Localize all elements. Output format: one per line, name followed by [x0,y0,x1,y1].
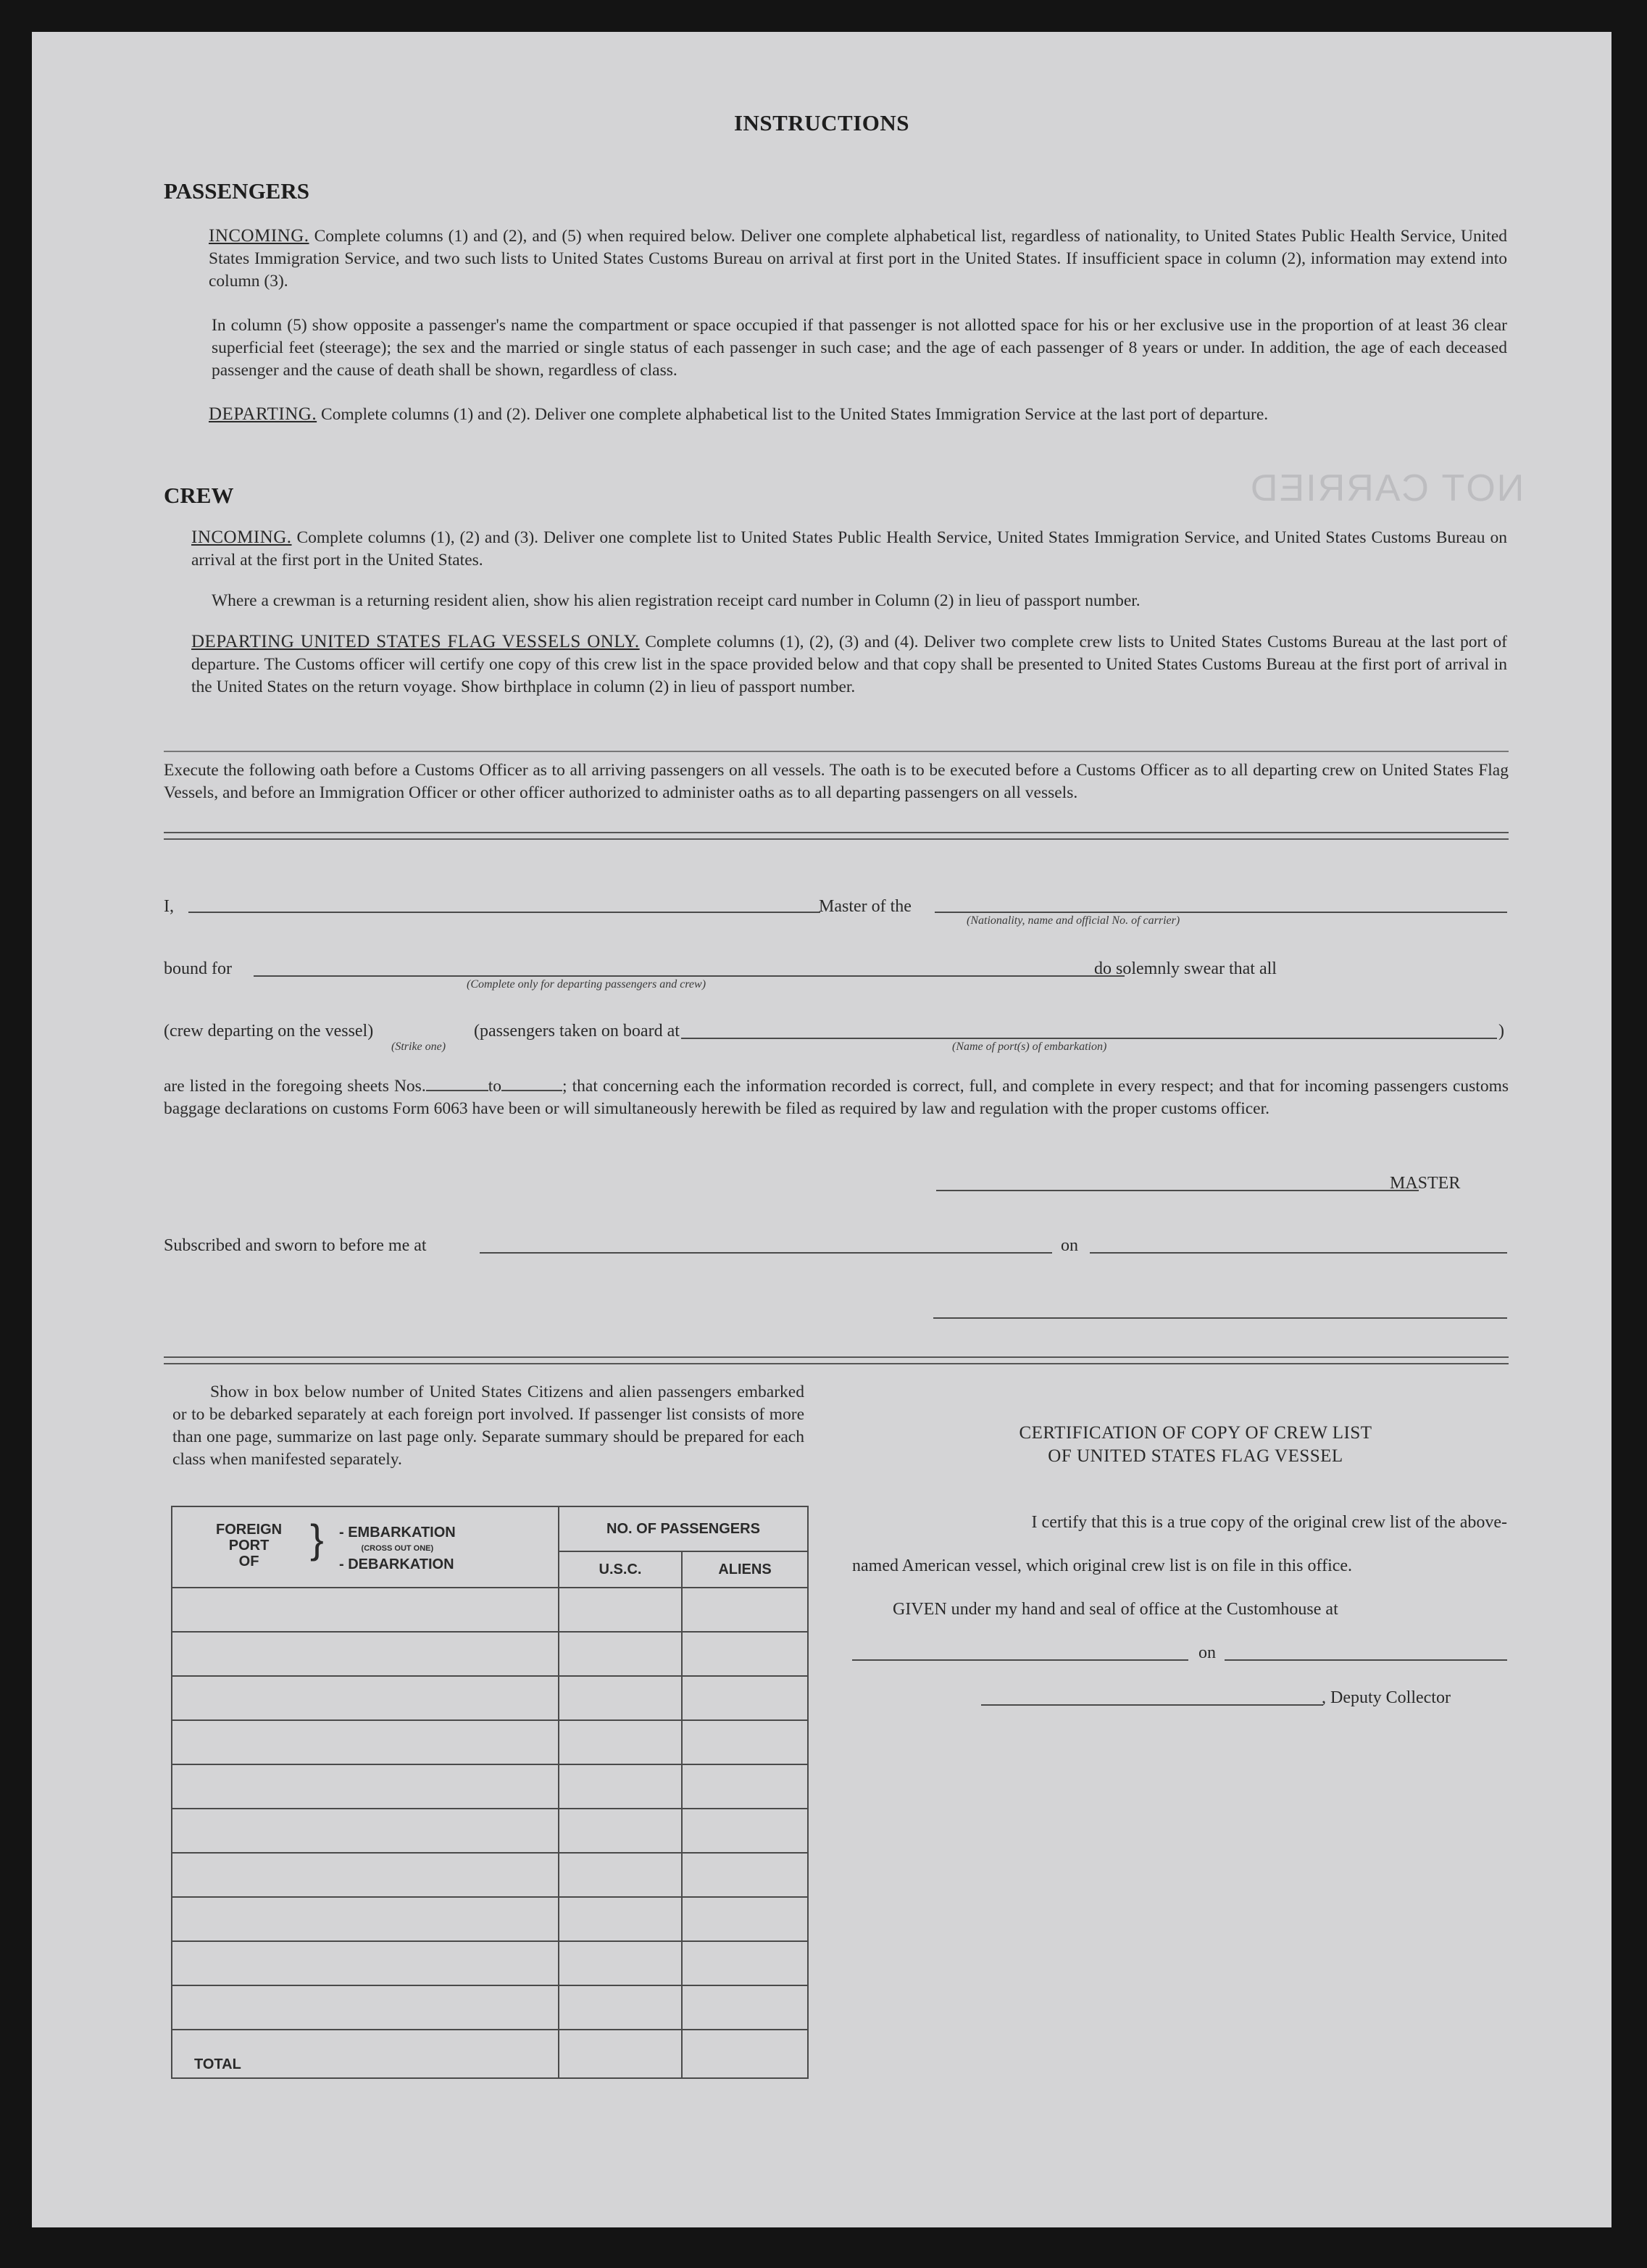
aliens-cell[interactable] [682,1764,808,1809]
table-row [172,1632,808,1676]
port-cell[interactable] [172,1985,559,2030]
master-of-the-label: Master of the [819,897,912,916]
crew-resident-paragraph: Where a crewman is a returning resident alien, show his alien registration receipt card number in Column (2) in lieu of passport number. [212,591,1141,610]
crew-incoming-paragraph [191,526,1507,572]
page-title: INSTRUCTIONS [733,110,909,136]
certification-heading-1: CERTIFICATION OF COPY OF CREW LIST [1019,1423,1372,1443]
passengers-departing-text: Complete columns (1) and (2). Deliver one complete alphabetical list to the United States Immigration Service at the last port of departure. [321,405,1269,424]
sworn-date-field[interactable] [1090,1252,1507,1254]
passengers-departing-paragraph [209,403,1507,426]
no-of-passengers-header: NO. OF PASSENGERS [559,1506,808,1551]
close-paren: ) [1498,1022,1504,1041]
passengers-incoming-label: INCOMING. [209,226,309,246]
usc-cell[interactable] [559,1632,682,1676]
usc-cell[interactable] [559,1588,682,1632]
master-name-field[interactable] [188,912,820,913]
table-row [172,1941,808,1985]
embarkation-label: - EMBARKATION [339,1525,456,1541]
port-cell[interactable] [172,1897,559,1941]
ports-field[interactable] [681,1038,1497,1039]
passengers-column5-paragraph: In column (5) show opposite a passenger's name the compartment or space occupied if that passenger is not allotted space for his or her exclusive use in the proportion of at least 36 clear superficial feet (steerage); the sex and the married or single status of each passenger in such case; and the age of each passenger of 8 years or under. In addition, the age of each deceased passenger and the cause of death shall be shown, regardless of class. [212,316,1507,380]
usc-total-cell[interactable] [559,2030,682,2078]
carrier-field[interactable] [935,912,1507,913]
certify-line-2: named American vessel, which original crew list is on file in this office. [852,1556,1353,1575]
customhouse-field[interactable] [852,1659,1188,1661]
usc-cell[interactable] [559,1853,682,1897]
port-cell[interactable] [172,1941,559,1985]
aliens-cell[interactable] [682,1632,808,1676]
sheet-to-field[interactable] [501,1077,562,1091]
crew-incoming-text: Complete columns (1), (2) and (3). Deliver one complete list to United States Public Health Service, United States Immigration Service, and United States Customs Bureau on arrival at the first port in the United States. [191,528,1507,570]
usc-header: U.S.C. [559,1551,682,1588]
subscribed-label: Subscribed and sworn to before me at [164,1236,427,1255]
passengers-incoming-text: Complete columns (1) and (2), and (5) when required below. Deliver one complete alphabetical list, regardless of nationality, to United States Public Health Service, United States Immigration Service, and two such lists to United States Customs Bureau on arrival at first port in the United States. If insufficient space in column (2), information may extend into column (3). [209,227,1508,291]
usc-cell[interactable] [559,1764,682,1809]
not-carried-stamp: NOT CARRIED [1249,467,1525,509]
cross-out-one-label: (CROSS OUT ONE) [361,1544,434,1553]
sworn-place-field[interactable] [480,1252,1052,1254]
embarkation-debarkation [339,1525,456,1572]
table-row [172,1897,808,1941]
form-page [32,32,1611,2227]
crew-heading: CREW [164,483,234,508]
aliens-cell[interactable] [682,1720,808,1764]
aliens-cell[interactable] [682,1897,808,1941]
debarkation-label: - DEBARKATION [339,1556,454,1572]
aliens-header: ALIENS [682,1551,808,1588]
table-row [172,1588,808,1632]
port-cell[interactable] [172,1809,559,1853]
oath-i: I, [164,897,174,916]
aliens-cell[interactable] [682,1676,808,1720]
certification-on-label: on [1198,1643,1216,1662]
master-label: MASTER [1390,1174,1461,1193]
passengers-heading: PASSENGERS [164,178,309,204]
bound-for-label: bound for [164,959,232,978]
officer-signature-field[interactable] [933,1317,1507,1319]
double-divider [164,832,1509,840]
passengers-departing-label: DEPARTING. [209,404,317,424]
usc-cell[interactable] [559,1897,682,1941]
strike-one-caption: (Strike one) [391,1041,446,1053]
crew-departing-text: Complete columns (1), (2), (3) and (4). Deliver two complete crew lists to United States Customs Bureau at the last port of departure. The Customs officer will certify one copy of this crew list in the space provided below and that copy shall be presented to United States Customs Bureau at the first port of arrival in the United States on the return voyage. Show birthplace in column (2) in lieu of passport number. [191,633,1507,696]
crew-incoming-label: INCOMING. [191,528,292,547]
table-row [172,1853,808,1897]
aliens-cell[interactable] [682,1941,808,1985]
deputy-collector-label: , Deputy Collector [1322,1688,1451,1707]
complete-only-caption: (Complete only for departing passengers and crew) [467,978,706,991]
certification-date-field[interactable] [1225,1659,1507,1661]
aliens-cell[interactable] [682,1588,808,1632]
certify-line-1: I certify that this is a true copy of the original crew list of the above- [1031,1513,1507,1532]
listed-prefix: are listed in the foregoing sheets Nos. [164,1077,426,1096]
port-cell[interactable] [172,1588,559,1632]
oath-intro: Execute the following oath before a Customs Officer as to all arriving passengers on all vessels. The oath is to be executed before a Customs Officer as to all departing crew on United States Flag Vessels, and before an Immigration Officer or other officer authorized to administer oaths as to all departing passengers on all vessels. [164,761,1509,802]
sworn-on-label: on [1061,1236,1078,1255]
table-row [172,1720,808,1764]
brace-icon: } [310,1516,324,1562]
nationality-caption: (Nationality, name and official No. of carrier) [967,914,1180,927]
listed-rest: ; that concerning each the information recorded is correct, full, and complete in every respect; and that for incoming passengers customs baggage declarations on customs Form 6063 have been or will simultaneously herewith be filed as required by law and regulation with the proper customs officer. [164,1077,1509,1118]
summary-instructions: Show in box below number of United States Citizens and alien passengers embarked or to be debarked separately at each foreign port involved. If passenger list consists of more than one page, summarize on last page only. Separate summary should be prepared for each class when manifested separately. [172,1383,804,1469]
usc-cell[interactable] [559,1676,682,1720]
usc-cell[interactable] [559,1720,682,1764]
foreign-port-of: FOREIGN PORT OF [216,1522,283,1569]
crew-departing-paragraph [191,630,1507,699]
deputy-signature-field[interactable] [981,1704,1323,1706]
divider [164,751,1509,752]
to-label: to [488,1077,501,1096]
table-row [172,1764,808,1809]
usc-cell[interactable] [559,1941,682,1985]
crew-departing-option: (crew departing on the vessel) [164,1022,374,1041]
table-row [172,1809,808,1853]
ports-caption: (Name of port(s) of embarkation) [952,1041,1107,1053]
port-cell[interactable] [172,1632,559,1676]
aliens-cell[interactable] [682,1809,808,1853]
master-signature-field[interactable] [936,1190,1419,1191]
total-label: TOTAL [172,2030,559,2078]
usc-cell[interactable] [559,1985,682,2030]
usc-cell[interactable] [559,1809,682,1853]
port-header-cell [172,1506,559,1588]
table-row [172,1985,808,2030]
bound-for-field[interactable] [254,975,1125,977]
port-cell[interactable] [172,1676,559,1720]
solemnly-swear-label: do solemnly swear that all [1094,959,1277,978]
certification-heading-2: OF UNITED STATES FLAG VESSEL [1048,1446,1343,1466]
aliens-cell[interactable] [682,1985,808,2030]
table-row [172,1676,808,1720]
port-cell[interactable] [172,1764,559,1809]
passenger-summary-table [171,1506,809,2079]
passengers-taken-option: (passengers taken on board at [474,1022,680,1041]
passengers-incoming-paragraph [209,225,1507,293]
listed-paragraph [164,1075,1509,1120]
double-divider-2 [164,1356,1509,1364]
aliens-cell[interactable] [682,1853,808,1897]
crew-departing-label: DEPARTING UNITED STATES FLAG VESSELS ONLY. [191,632,640,651]
aliens-total-cell[interactable] [682,2030,808,2078]
given-line: GIVEN under my hand and seal of office at the Customhouse at [893,1600,1338,1619]
port-cell[interactable] [172,1720,559,1764]
sheet-from-field[interactable] [426,1077,488,1091]
total-row [172,2030,808,2078]
port-cell[interactable] [172,1853,559,1897]
